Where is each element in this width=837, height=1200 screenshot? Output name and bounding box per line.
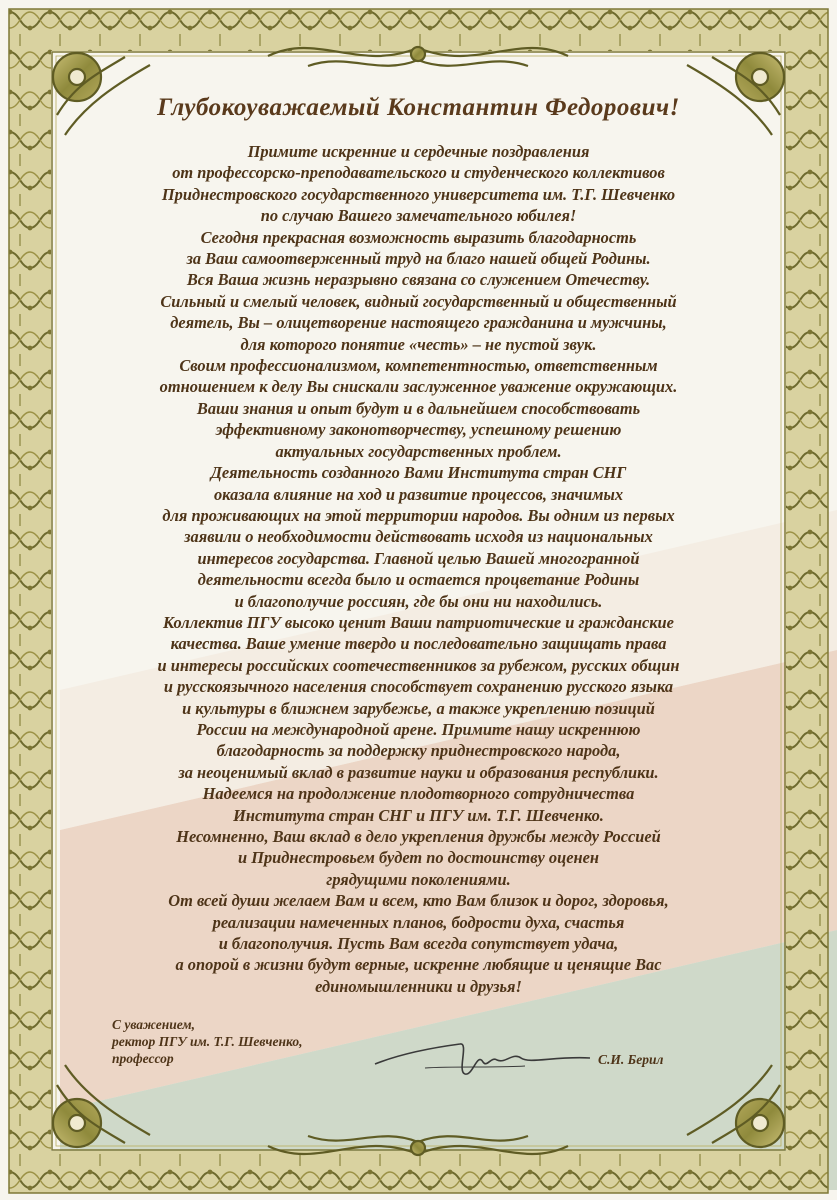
letter-line: От всей души желаем Вам и всем, кто Вам близок и дорог, здоровья, [168,891,669,911]
letter-line: Института стран СНГ и ПГУ им. Т.Г. Шевченко. [233,805,604,825]
letter-line: заявили о необходимости действовать исходя из национальных [184,527,653,547]
signature-position: ректор ПГУ им. Т.Г. Шевченко, [112,1034,303,1049]
letter-line: за Ваш самоотверженный труд на благо нашей общей Родины. [186,249,651,269]
letter-line: актуальных государственных проблем. [275,441,562,461]
letter-body [72,141,765,997]
letter-line: и благополучие россиян, где бы они ни находились. [234,591,603,611]
letter-line: грядущими поколениями. [326,869,511,889]
letter-line: отношением к делу Вы снискали заслуженное уважение окружающих. [159,377,678,397]
letter-line: реализации намеченных планов, бодрости духа, счастья [212,912,625,932]
letter-line: за неоценимый вклад в развитие науки и образования республики. [178,762,659,782]
letter-line: и культуры в ближнем зарубежье, а также укреплению позиций [182,698,655,718]
letter-line: интересов государства. Главной целью Вашей многогранной [197,548,640,568]
letter-line: для проживающих на этой территории народов. Вы одним из первых [162,505,675,525]
letter-line: деятельности всегда было и остается процветание Родины [197,570,640,590]
letter-line: Несомненно, Ваш вклад в дело укрепления дружбы между Россией [176,827,661,846]
letter-line: Приднестровского государственного университета им. Т.Г. Шевченко [161,184,676,204]
letter-line: оказала влияние на ход и развитие процессов, значимых [213,484,624,504]
letter-line: единомышленники и друзья! [315,976,522,996]
handwritten-signature-icon [365,1022,595,1092]
letter-line: Коллектив ПГУ высоко ценит Ваши патриотические и гражданские [163,612,674,632]
signature-closing: С уважением, [112,1017,196,1032]
letter-line: России на международной арене. Примите нашу искреннюю [196,719,641,739]
letter-line: и Приднестровьем будет по достоинству оценен [238,848,599,868]
signature-title: профессор [112,1051,174,1066]
letter-line: Вся Ваша жизнь неразрывно связана со служением Отечеству. [186,270,651,290]
letter-line: Деятельность созданного Вами Института стран СНГ [210,463,627,483]
letter-line: благодарность за поддержку приднестровского народа, [216,741,621,761]
letter-line: по случаю Вашего замечательного юбилея! [260,206,577,226]
letter-line: Своим профессионализмом, компетентностью, ответственным [179,356,658,376]
letter-line: от профессорско-преподавательского и студенческого коллективов [172,163,665,183]
letter-line: и интересы российских соотечественников за рубежом, русских общин [157,655,680,675]
letter-line: Сегодня прекрасная возможность выразить благодарность [200,227,637,247]
letter-line: качества. Ваше умение твердо и последовательно защищать права [170,634,667,654]
letter-line: Сильный и смелый человек, видный государственный и общественный [160,291,677,311]
letter-line: и благополучия. Пусть Вам всегда сопутствует удача, [218,934,619,954]
salutation: Глубокоуважаемый Константин Федорович! [157,94,680,121]
letter-line: Примите искренние и сердечные поздравления [247,142,590,161]
letter-line: и русскоязычного населения способствует сохранению русского языка [163,677,674,697]
signature-block [112,1016,302,1067]
letter-line: а опорой в жизни будут верные, искренне любящие и ценящие Вас [175,955,662,975]
signature-name: С.И. Берил [598,1052,664,1067]
letter-line: Ваши знания и опыт будут и в дальнейшем способствовать [196,398,641,418]
letter-line: Надеемся на продолжение плодотворного сотрудничества [202,784,635,804]
letter-line: деятель, Вы – олицетворение настоящего гражданина и мужчины, [170,313,667,333]
letter-line: для которого понятие «честь» – не пустой звук. [240,334,597,354]
letter-line: эффективному законотворчеству, успешному решению [215,420,622,440]
